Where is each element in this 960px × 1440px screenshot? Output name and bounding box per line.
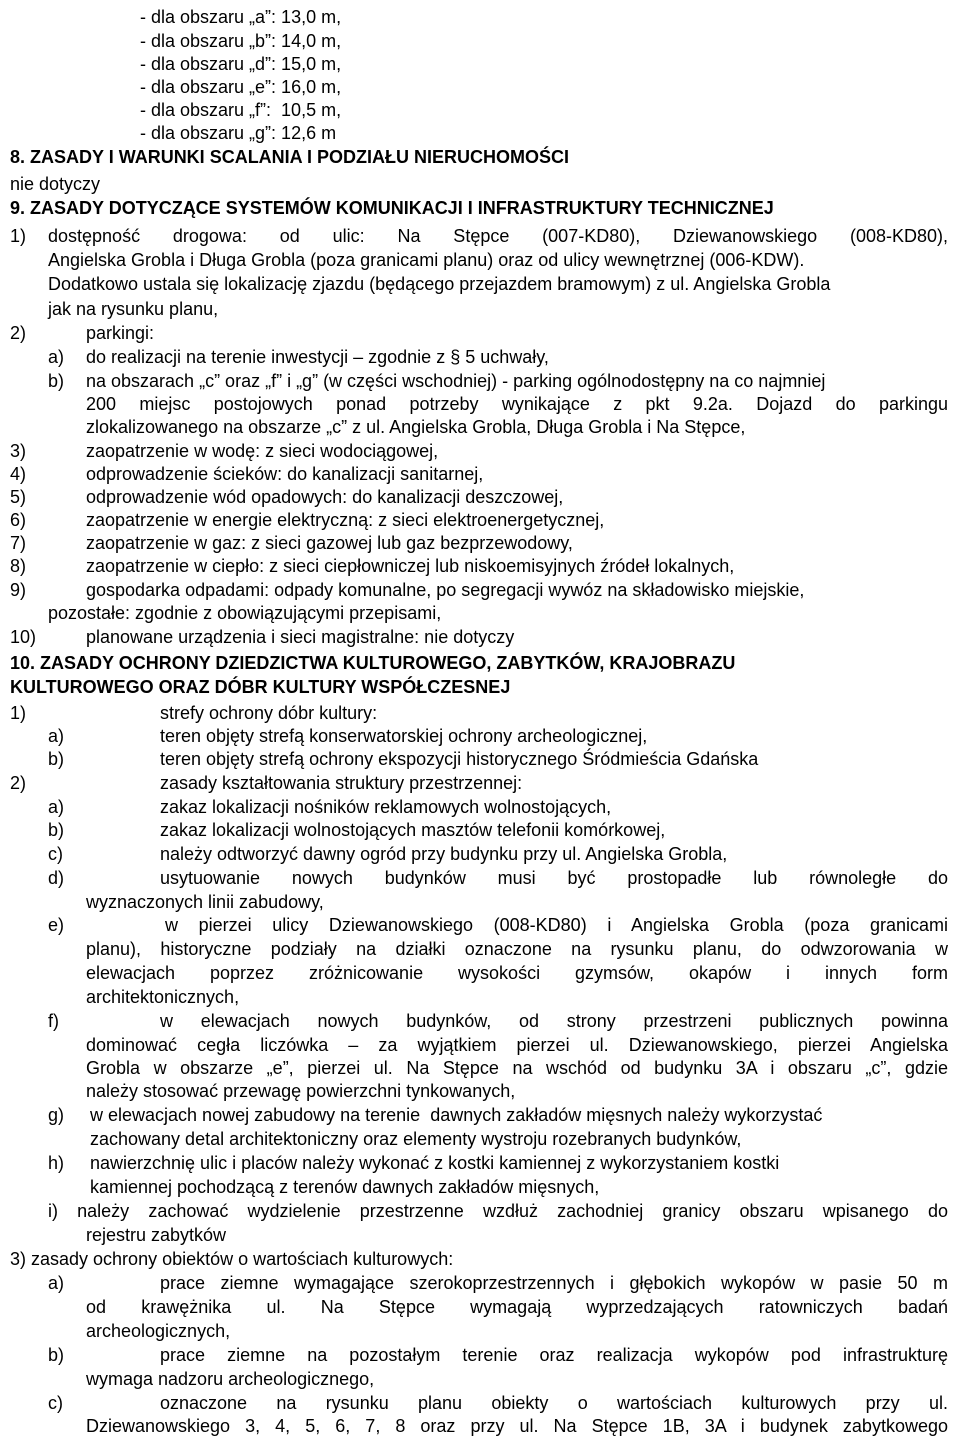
s10-point-1a-text: teren objęty strefą konserwatorskiej ochrony archeologicznej,	[160, 726, 648, 746]
s10-point-2e-line-4: architektonicznych,	[86, 987, 240, 1007]
s9-item-2-number: 2)	[10, 323, 27, 343]
s10-point-3c-label: c)	[48, 1393, 63, 1413]
s10-point-3a-line-1: prace ziemne wymagające szerokoprzestrzennych i głębokich wykopów w pasie 50 m	[160, 1273, 948, 1293]
s9-item-5-text: odprowadzenie wód opadowych: do kanalizacji deszczowej,	[86, 487, 564, 507]
s9-item-1-line-4: jak na rysunku planu,	[48, 299, 219, 319]
s10-point-2d-label: d)	[48, 868, 65, 888]
s10-point-2i-line-1: i) należy zachować wydzielenie przestrzenne wzdłuż zachodniej granicy obszaru wpisanego do	[48, 1201, 948, 1221]
s10-point-2d-line-2: wyznaczonych linii zabudowy,	[86, 892, 324, 912]
s9-item-2b-label: b)	[48, 371, 65, 391]
section-10-heading-line-1: 10. ZASADY OCHRONY DZIEDZICTWA KULTUROWEGO, ZABYTKÓW, KRAJOBRAZU	[10, 653, 736, 673]
height-item-d: - dla obszaru „d”: 15,0 m,	[140, 54, 342, 74]
s9-item-2b-line-2: 200 miejsc postojowych ponad potrzeby wynikające z pkt 9.2a. Dojazd do parkingu	[86, 394, 948, 414]
s10-point-2a-label: a)	[48, 797, 65, 817]
s10-point-3a-label: a)	[48, 1273, 65, 1293]
s10-point-2f-line-3: Grobla w obszarze „e”, pierzei ul. Na Stępce na wschód od budynku 3A i obszaru „c”, gdzie	[86, 1058, 948, 1078]
s10-point-3a-line-3: archeologicznych,	[86, 1321, 231, 1341]
s10-point-2e-line-1: w pierzei ulicy Dziewanowskiego (008-KD80) i Angielska Grobla (poza granicami	[165, 915, 948, 935]
s9-item-1-line-2: Angielska Grobla i Długa Grobla (poza granicami planu) oraz od ulicy wewnętrznej (006-KDW).	[48, 250, 805, 270]
s10-point-2g-line-1: w elewacjach nowej zabudowy na terenie dawnych zakładów mięsnych należy wykorzystać	[90, 1105, 823, 1125]
s10-point-2h-line-2: kamiennej pochodzącą z terenów dawnych zakładów mięsnych,	[90, 1177, 600, 1197]
s9-item-2b-line-3: zlokalizowanego na obszarze „c” z ul. Angielska Grobla, Długa Grobla i Na Stępce,	[86, 417, 746, 437]
s9-item-10-number: 10)	[10, 627, 37, 647]
s9-item-3-text: zaopatrzenie w wodę: z sieci wodociągowej,	[86, 441, 439, 461]
s10-point-2f-label: f)	[48, 1011, 59, 1031]
s10-point-2h-label: h)	[48, 1153, 65, 1173]
s10-point-2d-line-1: usytuowanie nowych budynków musi być prostopadłe lub równoległe do	[160, 868, 948, 888]
s9-item-1-line-1: dostępność drogowa: od ulic: Na Stępce (007-KD80), Dziewanowskiego (008-KD80),	[48, 226, 948, 246]
section-8-text: nie dotyczy	[10, 174, 101, 194]
s9-item-9-text: gospodarka odpadami: odpady komunalne, po segregacji wywóz na składowisko miejskie,	[86, 580, 805, 600]
s9-item-7-number: 7)	[10, 533, 27, 553]
s9-item-1-line-3: Dodatkowo ustala się lokalizację zjazdu (będącego przejazdem bramowym) z ul. Angielska Grobla	[48, 274, 831, 294]
height-item-b: - dla obszaru „b”: 14,0 m,	[140, 31, 342, 51]
s10-point-2g-label: g)	[48, 1105, 65, 1125]
s10-point-3c-line-1: oznaczone na rysunku planu obiekty o wartościach kulturowych przy ul.	[160, 1393, 948, 1413]
s9-item-4-number: 4)	[10, 464, 27, 484]
s9-item-2a-text: do realizacji na terenie inwestycji – zgodnie z § 5 uchwały,	[86, 347, 549, 367]
s10-point-2-number: 2)	[10, 773, 27, 793]
s9-item-7-text: zaopatrzenie w gaz: z sieci gazowej lub gaz bezprzewodowy,	[86, 533, 573, 553]
s10-point-2f-line-2: dominować cegła liczówka – za wyjątkiem pierzei ul. Dziewanowskiego, pierzei Angielska	[86, 1035, 948, 1055]
s9-item-2b-line-1: na obszarach „c” oraz „f” i „g” (w części wschodniej) - parking ogólnodostępny na co najmniej	[86, 371, 826, 391]
s9-item-10-text: planowane urządzenia i sieci magistralne: nie dotyczy	[86, 627, 515, 647]
s10-point-2c-text: należy odtworzyć dawny ogród przy budynku przy ul. Angielska Grobla,	[160, 844, 728, 864]
s9-item-8-text: zaopatrzenie w ciepło: z sieci ciepłowniczej lub niskoemisyjnych źródeł lokalnych,	[86, 556, 735, 576]
s10-point-2-text: zasady kształtowania struktury przestrzennej:	[160, 773, 523, 793]
s10-point-2f-line-1: w elewacjach nowych budynków, od strony przestrzeni publicznych powinna	[160, 1011, 948, 1031]
s10-point-2e-label: e)	[48, 915, 65, 935]
height-item-g: - dla obszaru „g”: 12,6 m	[140, 123, 337, 143]
height-item-f: - dla obszaru „f”: 10,5 m,	[140, 100, 342, 120]
s10-point-1-text: strefy ochrony dóbr kultury:	[160, 703, 378, 723]
s9-item-4-text: odprowadzenie ścieków: do kanalizacji sanitarnej,	[86, 464, 484, 484]
s10-point-2b-text: zakaz lokalizacji wolnostojących masztów telefonii komórkowej,	[160, 820, 666, 840]
s9-item-8-number: 8)	[10, 556, 27, 576]
s10-point-2a-text: zakaz lokalizacji nośników reklamowych wolnostojących,	[160, 797, 612, 817]
s10-point-1a-label: a)	[48, 726, 65, 746]
s9-item-3-number: 3)	[10, 441, 27, 461]
s9-item-6-number: 6)	[10, 510, 27, 530]
section-8-heading: 8. ZASADY I WARUNKI SCALANIA I PODZIAŁU NIERUCHOMOŚCI	[10, 147, 570, 167]
s10-point-3b-label: b)	[48, 1345, 65, 1365]
s9-item-9-number: 9)	[10, 580, 27, 600]
s10-point-2i-line-2: rejestru zabytków	[86, 1225, 227, 1245]
height-item-a: - dla obszaru „a”: 13,0 m,	[140, 7, 342, 27]
s9-item-9-line-2: pozostałe: zgodnie z obowiązującymi przepisami,	[48, 603, 442, 623]
s10-point-3b-line-1: prace ziemne na pozostałym terenie oraz realizacja wykopów pod infrastrukturę	[160, 1345, 948, 1365]
s10-point-1b-label: b)	[48, 749, 65, 769]
section-10-heading-line-2: KULTUROWEGO ORAZ DÓBR KULTURY WSPÓŁCZESNEJ	[10, 677, 511, 697]
section-9-heading: 9. ZASADY DOTYCZĄCE SYSTEMÓW KOMUNIKACJI I INFRASTRUKTURY TECHNICZNEJ	[10, 198, 774, 218]
s10-point-2e-line-3: elewacjach poprzez zróżnicowanie wysokości gzymsów, okapów i innych form	[86, 963, 948, 983]
s10-point-3-text: 3) zasady ochrony obiektów o wartościach kulturowych:	[10, 1249, 454, 1269]
s9-item-2a-label: a)	[48, 347, 65, 367]
s9-item-2-text: parkingi:	[86, 323, 155, 343]
s10-point-2c-label: c)	[48, 844, 63, 864]
s10-point-3a-line-2: od krawężnika ul. Na Stępce wymagają wyprzedzających ratowniczych badań	[86, 1297, 948, 1317]
s10-point-1-number: 1)	[10, 703, 27, 723]
s10-point-3b-line-2: wymaga nadzoru archeologicznego,	[86, 1369, 375, 1389]
s10-point-2f-line-4: należy stosować przewagę powierzchni tynkowanych,	[86, 1081, 516, 1101]
s10-point-1b-text: teren objęty strefą ochrony ekspozycji historycznego Śródmieścia Gdańska	[160, 749, 759, 769]
height-item-e: - dla obszaru „e”: 16,0 m,	[140, 77, 342, 97]
s9-item-5-number: 5)	[10, 487, 27, 507]
s10-point-2g-line-2: zachowany detal architektoniczny oraz elementy wystroju rozebranych budynków,	[90, 1129, 742, 1149]
s9-item-6-text: zaopatrzenie w energie elektryczną: z sieci elektroenergetycznej,	[86, 510, 605, 530]
s9-item-1-number: 1)	[10, 226, 27, 246]
s10-point-2e-line-2: planu), historyczne podziały na działki oznaczone na rysunku planu, do odwzorowania w	[86, 939, 948, 959]
s10-point-2h-line-1: nawierzchnię ulic i placów należy wykonać z kostki kamiennej z wykorzystaniem kostki	[90, 1153, 780, 1173]
s10-point-2b-label: b)	[48, 820, 65, 840]
s10-point-3c-line-2: Dziewanowskiego 3, 4, 5, 6, 7, 8 oraz przy ul. Na Stępce 1B, 3A i budynek zabytkowego	[86, 1416, 948, 1436]
